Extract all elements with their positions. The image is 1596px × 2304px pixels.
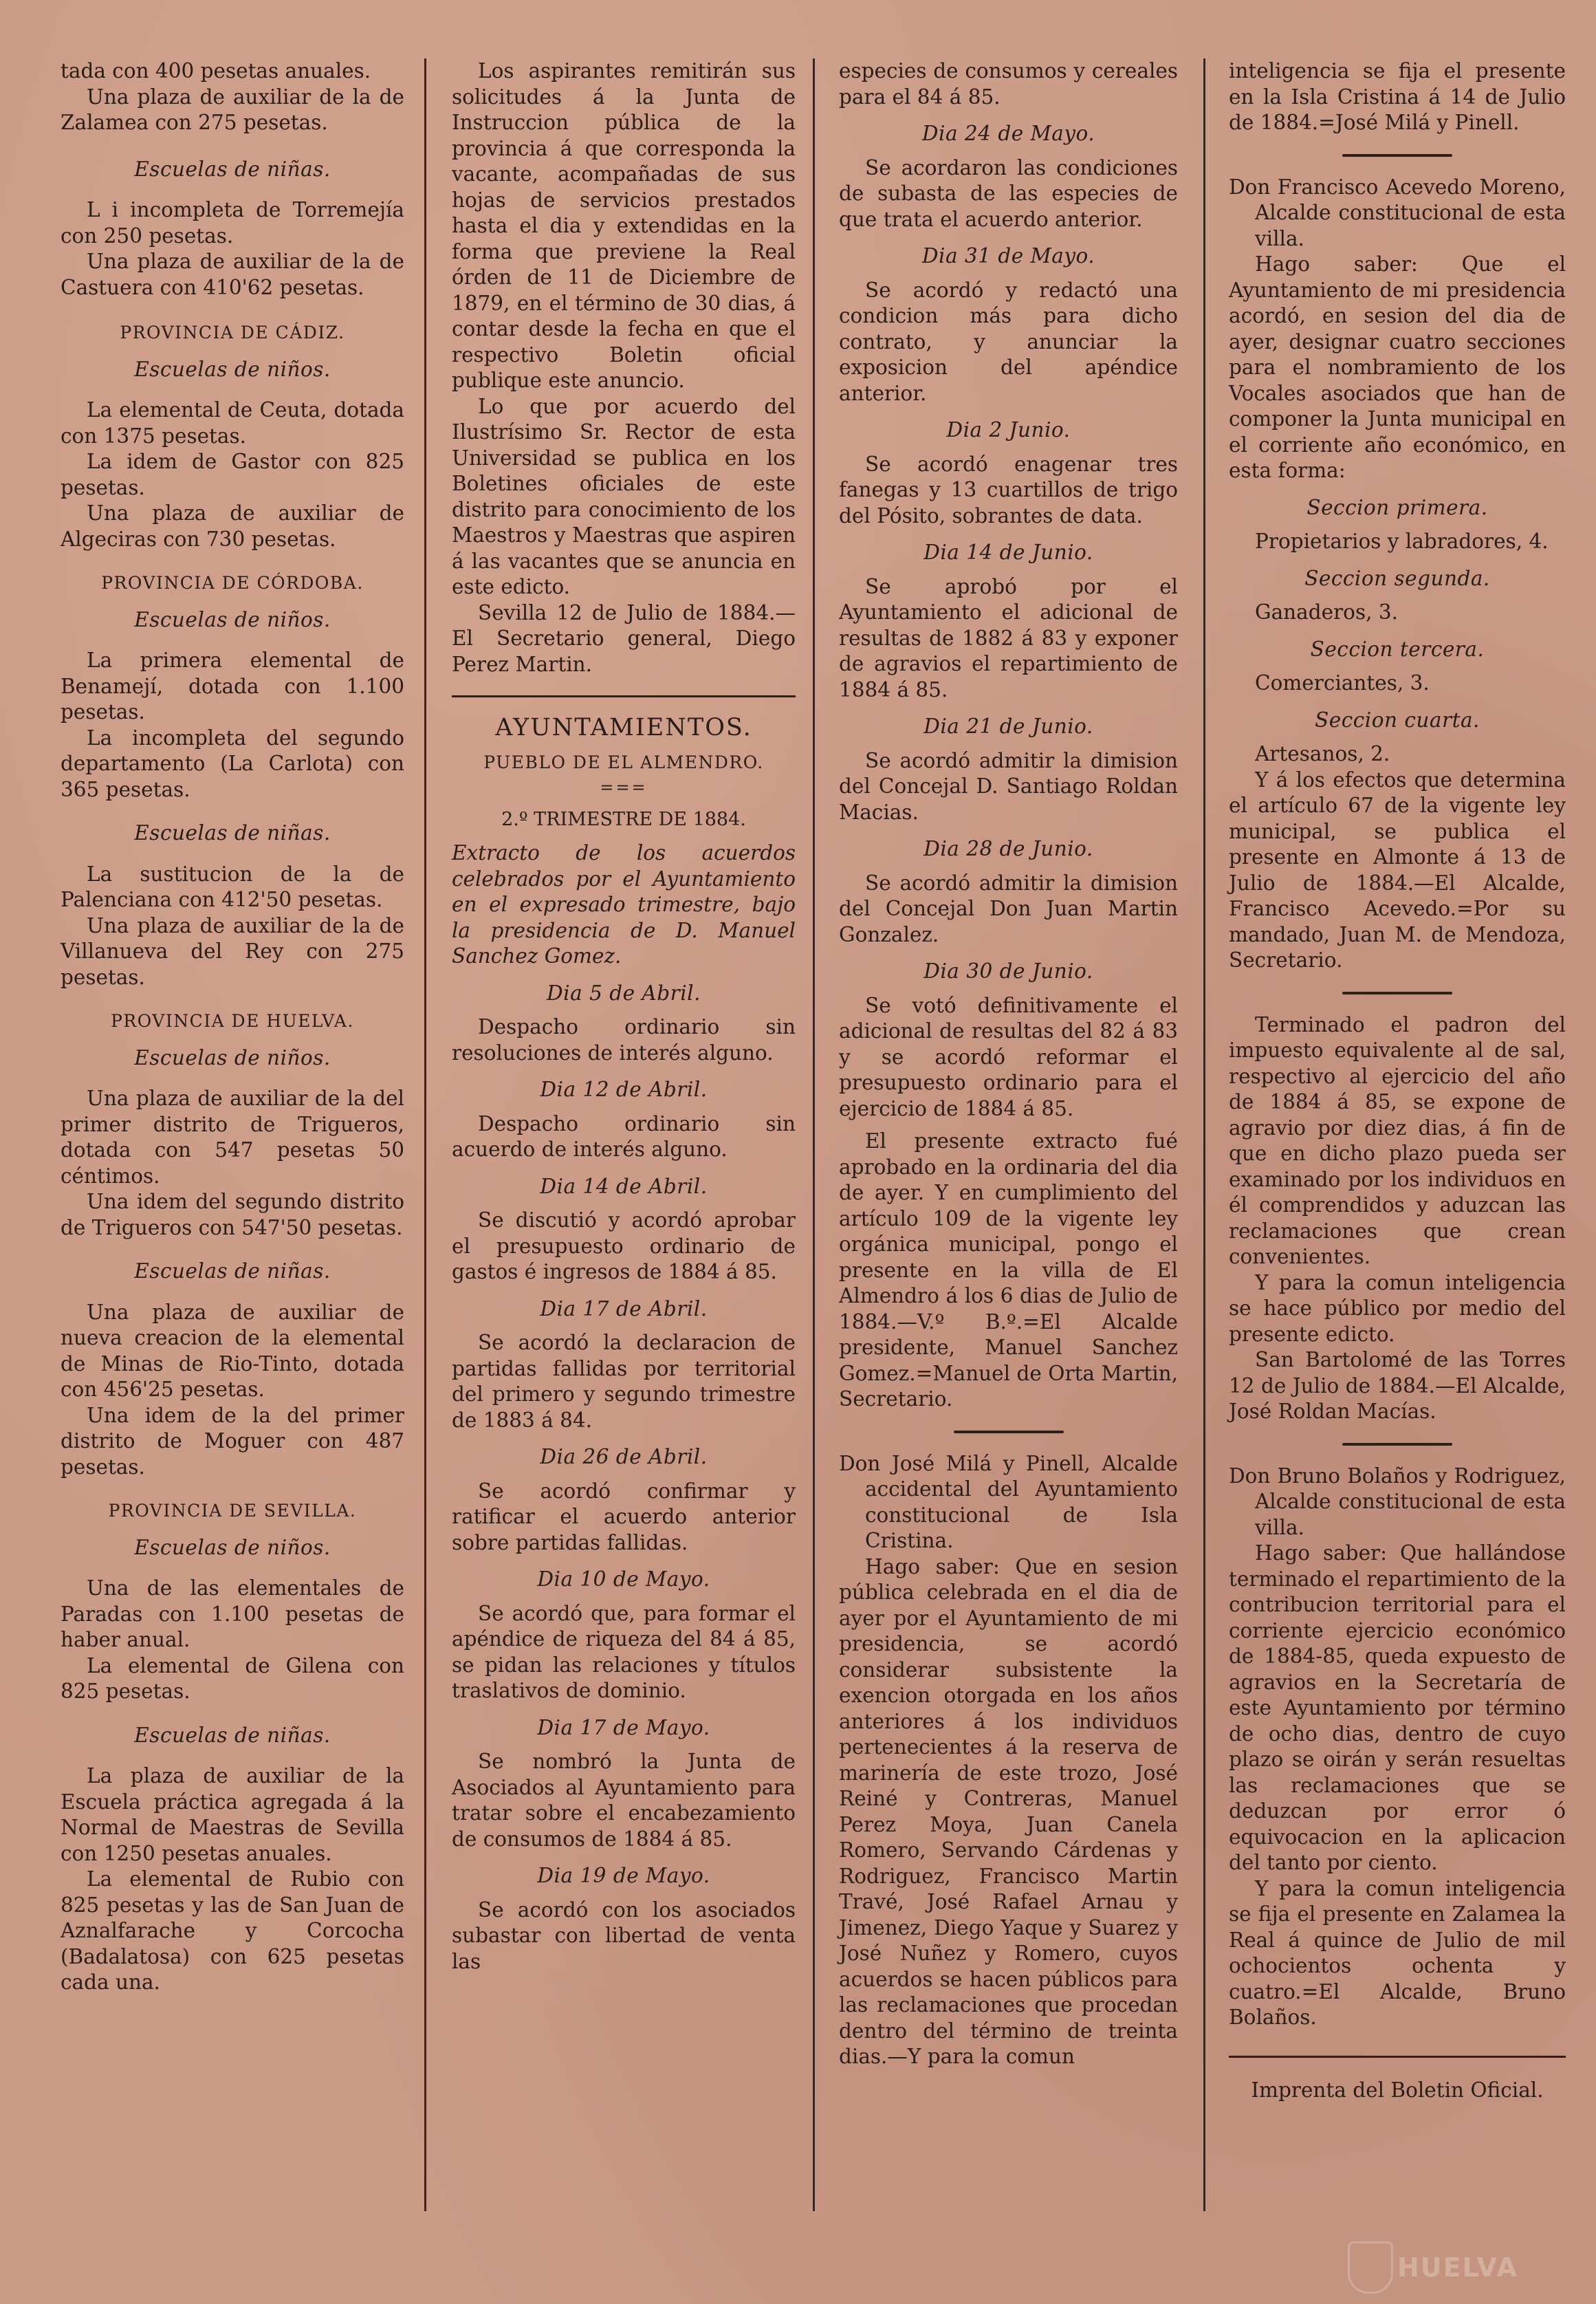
crest-icon [1348,2241,1393,2294]
edict-heading: Don José Milá y Pinell, Alcalde accidental del Ayuntamiento constitucional de Isla Cristina. [839,1451,1178,1552]
footer-rule [1229,2056,1566,2058]
column-1 [61,58,404,1996]
ornament-divider: === [600,778,648,797]
section-divider [1342,1443,1452,1446]
province-heading: PROVINCIA DE CÓRDOBA. [101,573,364,593]
extract-intro: Extracto de los acuerdos celebrados por el Ayuntamiento en el expresado trimestre, bajo la presidencia de D. Manuel Sanchez Gomez. [452,841,796,968]
date-heading: Dia 26 de Abril. [540,1445,708,1468]
paragraph: Una plaza de auxiliar de la de Zalamea con 275 pesetas. [61,85,404,134]
date-heading: Dia 10 de Mayo. [537,1567,710,1591]
section-divider [954,1431,1064,1433]
paragraph: Terminado el padron del impuesto equivalente al de sal, respectivo al ejercicio del año de 1884 á 85, se expone de agravio por diez dias, á fin de que en dicho plazo pueda ser examinado por los individuos en él comprendidos y aduzcan las reclamaciones que crean convenientes. [1229,1012,1566,1268]
column-3 [839,58,1178,2070]
paragraph: Despacho ordinario sin acuerdo de interés alguno. [452,1111,796,1161]
column-2 [452,58,796,1975]
paragraph: Una plaza de auxiliar de la de Villanueva del Rey con 275 pesetas. [61,913,404,989]
section-heading: Escuelas de niños. [134,607,331,631]
paragraph: Una de las elementales de Paradas con 1.100 pesetas de haber anual. [61,1576,404,1651]
section-heading: Escuelas de niñas. [134,821,331,845]
paragraph: Lo que por acuerdo del Ilustrísimo Sr. Rector de esta Universidad se publica en los Boletines oficiales de este distrito para conocimiento de los Maestros y Maestras que aspiren á las vacantes que se anuncia en este edicto. [452,394,796,598]
edict-heading: Don Bruno Bolaños y Rodriguez, Alcalde constitucional de esta villa. [1229,1464,1566,1539]
section-heading: Seccion primera. [1307,495,1488,519]
edict-heading: Don Francisco Acevedo Moreno, Alcalde constitucional de esta villa. [1229,175,1566,250]
paragraph: Se votó definitivamente el adicional de resultas del 82 á 83 y se acordó reformar el presupuesto ordinario para el ejercicio de 1884 á 85. [839,993,1178,1120]
column-rule [813,58,815,2211]
paragraph: San Bartolomé de las Torres 12 de Julio de 1884.—El Alcalde, José Roldan Macías. [1229,1348,1566,1423]
paragraph: El presente extracto fué aprobado en la ordinaria del dia de ayer. Y en cumplimiento del artículo 109 de la vigente ley orgánica municipal, pongo el presente en la villa de El Almendro á los 6 dias de Julio de 1884.—V.º B.º.=El Alcalde presidente, Manuel Sanchez Gomez.=Manuel de Orta Martin, Secretario. [839,1129,1178,1411]
paragraph: Hago saber: Que hallándose terminado el repartimiento de la contribucion territorial para el corriente ejercicio económico de 1884-85, queda expuesto de agravios en la Secretaría de este Ayuntamiento por término de ocho dias, dentro de cuyo plazo se oirán y serán resueltas las reclamaciones que se deduzcan por error ó equivocacion en la aplicacion del tanto por ciento. [1229,1541,1566,1874]
section-value: Ganaderos, 3. [1255,600,1398,624]
paragraph: Y á los efectos que determina el artículo 67 de la vigente ley municipal, se publica el presente en Almonte á 13 de Julio de 1884.—El Alcalde, Francisco Acevedo.=Por su mandado, Juan M. de Mendoza, Secretario. [1229,768,1566,972]
paragraph: Hago saber: Que en sesion pública celebrada en el dia de ayer por el Ayuntamiento de mi presidencia, se acordó considerar subsistente la exencion otorgada en los años anteriores á los individuos pertenecientes á la reserva de marinería de este trozo, José Reiné y Contreras, Manuel Perez Moya, Juan Canela Romero, Servando Cárdenas y Rodriguez, Francisco Martin Travé, José Rafael Arnau y Jimenez, Diego Yaque y Suarez y José Nuñez y Romero, cuyos acuerdos se hacen públicos para las reclamaciones que procedan dentro del término de treinta dias.—Y para la comun [839,1554,1178,2068]
province-heading: PROVINCIA DE HUELVA. [111,1011,354,1031]
section-title: AYUNTAMIENTOS. [495,714,752,741]
printer-imprint: Imprenta del Boletin Oficial. [1251,2078,1544,2102]
paragraph: Se acordó admitir la dimision del Concejal D. Santiago Roldan Macias. [839,748,1178,824]
paragraph: Una plaza de auxiliar de la del primer distrito de Trigueros, dotada con 547 pesetas 50 céntimos. [61,1087,404,1188]
paragraph: especies de consumos y cereales para el 84 á 85. [839,59,1178,109]
period-heading: 2.º TRIMESTRE DE 1884. [501,808,746,830]
paragraph: La idem de Gastor con 825 pesetas. [61,450,404,499]
section-value: Artesanos, 2. [1255,742,1390,765]
date-heading: Dia 21 de Junio. [923,715,1093,738]
section-heading: Seccion tercera. [1310,637,1485,661]
paragraph: La elemental de Gilena con 825 pesetas. [61,1653,404,1703]
paragraph: Se acordó y redactó una condicion más para dicho contrato, y anunciar la exposicion del apéndice anterior. [839,278,1178,405]
paragraph: Y para la comun inteligencia se hace público por medio del presente edicto. [1229,1270,1566,1346]
paragraph: La primera elemental de Benamejí, dotada con 1.100 pesetas. [61,649,404,724]
section-divider [1342,992,1452,995]
date-heading: Dia 12 de Abril. [540,1078,708,1101]
paragraph: tada con 400 pesetas anuales. [61,59,371,83]
paragraph: Se acordaron las condiciones de subasta de las especies de que trata el acuerdo anterior. [839,155,1178,231]
paragraph: La plaza de auxiliar de la Escuela práctica agregada á la Normal de Maestras de Sevilla con 1250 pesetas anuales. [61,1764,404,1865]
paragraph: Una idem de la del primer distrito de Moguer con 487 pesetas. [61,1403,404,1479]
province-heading: PROVINCIA DE CÁDIZ. [120,323,345,343]
paragraph: Se acordó que, para formar el apéndice de riqueza del 84 á 85, se pidan las relaciones y títulos traslativos de dominio. [452,1601,796,1702]
watermark-text: HUELVA [1397,2252,1518,2283]
paragraph: Se acordó admitir la dimision del Concejal Don Juan Martin Gonzalez. [839,871,1178,946]
section-heading: Escuelas de niñas. [134,1723,331,1747]
date-heading: Dia 14 de Abril. [540,1174,708,1198]
paragraph: La incompleta del segundo departamento (La Carlota) con 365 pesetas. [61,726,404,801]
section-heading: Escuelas de niños. [134,357,331,381]
archive-watermark [1348,2239,1568,2294]
paragraph: Se acordó la declaracion de partidas fallidas por territorial del primero y segundo trimestre de 1883 á 84. [452,1331,796,1432]
paragraph: Una plaza de auxiliar de la de Castuera con 410'62 pesetas. [61,250,404,299]
paragraph: Una plaza de auxiliar de nueva creacion de la elemental de Minas de Rio-Tinto, dotada con 456'25 pesetas. [61,1300,404,1401]
paragraph: Se nombró la Junta de Asociados al Ayuntamiento para tratar sobre el encabezamiento de consumos de 1884 á 85. [452,1750,796,1851]
paragraph: La elemental de Rubio con 825 pesetas y las de San Juan de Aznalfarache y Corcocha (Badalatosa) con 625 pesetas cada una. [61,1867,404,1994]
paragraph: Se aprobó por el Ayuntamiento el adicional de resultas de 1882 á 83 y exponer de agravios el repartimiento de 1884 á 85. [839,574,1178,702]
date-heading: Dia 17 de Abril. [540,1296,708,1321]
paragraph: Una idem del segundo distrito de Trigueros con 547'50 pesetas. [61,1190,404,1239]
section-heading: Escuelas de niñas. [134,157,331,181]
section-divider [452,695,796,697]
section-heading: Seccion cuarta. [1315,708,1480,732]
date-heading: Dia 5 de Abril. [547,981,701,1005]
section-heading: Seccion segunda. [1304,566,1490,590]
paragraph: Se acordó con los asociados subastar con libertad de venta las [452,1898,796,1973]
date-heading: Dia 2 Junio. [946,418,1071,442]
paragraph: La elemental de Ceuta, dotada con 1375 pesetas. [61,398,404,448]
column-4 [1229,58,1566,2124]
date-heading: Dia 24 de Mayo. [921,122,1095,145]
section-heading: Escuelas de niñas. [134,1259,331,1283]
paragraph: Despacho ordinario sin resoluciones de interés alguno. [452,1015,796,1065]
paragraph: Se discutió y acordó aprobar el presupuesto ordinario de gastos é ingresos de 1884 á 85. [452,1208,796,1283]
paragraph: La sustitucion de la de Palenciana con 412'50 pesetas. [61,862,404,911]
date-heading: Dia 19 de Mayo. [537,1864,710,1887]
town-heading: PUEBLO DE EL ALMENDRO. [483,752,764,772]
section-divider [1342,154,1452,157]
column-rule [424,58,426,2211]
date-heading: Dia 31 de Mayo. [921,244,1095,268]
paragraph: Y para la comun inteligencia se fija el presente en Zalamea la Real á quince de Julio de mil ochocientos ochenta y cuatro.=El Alcalde, Bruno Bolaños. [1229,1876,1566,2029]
paragraph: Sevilla 12 de Julio de 1884.—El Secretario general, Diego Perez Martin. [452,600,796,676]
paragraph: Una plaza de auxiliar de Algeciras con 730 pesetas. [61,501,404,551]
paragraph: Los aspirantes remitirán sus solicitudes á la Junta de Instruccion pública de la provincia á que corresponda la vacante, acompañadas de sus hojas de servicios prestados hasta el dia y extendidas en la forma que previene la Real órden de 11 de Diciembre de 1879, en el término de 30 dias, á contar desde la fecha en que el respectivo Boletin oficial publique este anuncio. [452,59,796,392]
section-value: Comerciantes, 3. [1255,671,1430,695]
date-heading: Dia 17 de Mayo. [537,1715,710,1739]
paragraph: L i incompleta de Torremejía con 250 pesetas. [61,198,404,248]
date-heading: Dia 28 de Junio. [923,837,1093,860]
paragraph: inteligencia se fija el presente en la Isla Cristina á 14 de Julio de 1884.=José Milá y Pinell. [1229,59,1566,134]
date-heading: Dia 30 de Junio. [923,959,1093,983]
date-heading: Dia 14 de Junio. [923,541,1093,564]
section-heading: Escuelas de niños. [134,1535,331,1559]
paragraph: Se acordó confirmar y ratificar el acuerdo anterior sobre partidas fallidas. [452,1479,796,1554]
section-heading: Escuelas de niños. [134,1045,331,1069]
section-value: Propietarios y labradores, 4. [1255,530,1549,553]
province-heading: PROVINCIA DE SEVILLA. [108,1501,357,1521]
column-rule [1203,58,1205,2211]
paragraph: Hago saber: Que el Ayuntamiento de mi presidencia acordó, en sesion del dia de ayer, designar cuatro secciones para el nombramiento de los Vocales asociados que han de componer la Junta municipal en el corriente año económico, en esta forma: [1229,252,1566,482]
paragraph: Se acordó enagenar tres fanegas y 13 cuartillos de trigo del Pósito, sobrantes de data. [839,452,1178,528]
